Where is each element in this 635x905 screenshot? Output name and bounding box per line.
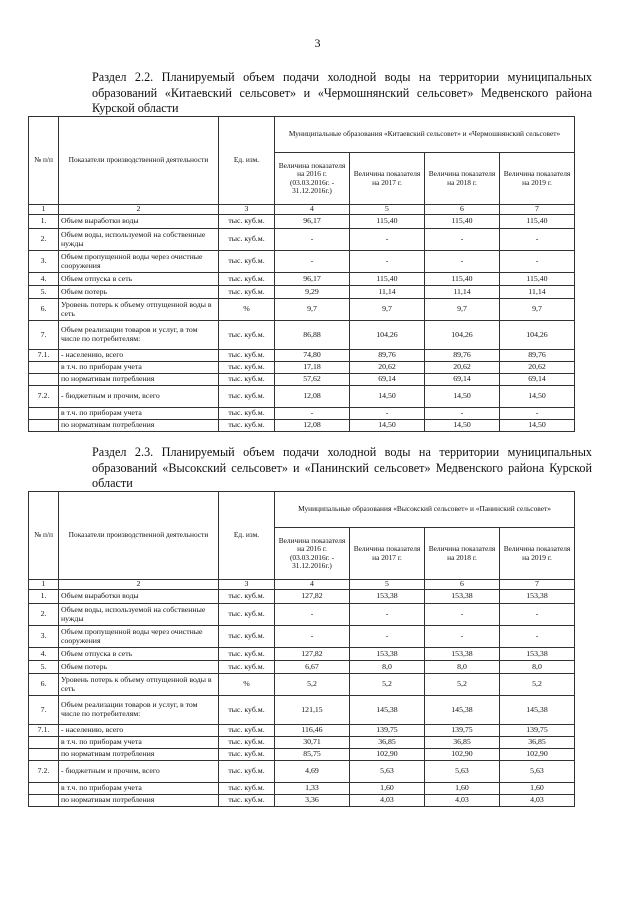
value-cell: 5,2 xyxy=(350,674,425,696)
unit-cell: тыс. куб.м. xyxy=(219,696,275,725)
value-cell: 20,62 xyxy=(500,362,575,374)
value-cell: - xyxy=(350,251,425,273)
row-number: 4. xyxy=(29,273,59,286)
column-number: 5 xyxy=(350,205,425,215)
unit-cell: тыс. куб.м. xyxy=(219,725,275,737)
header-year-2019: Величина показателя на 2019 г. xyxy=(500,528,575,580)
row-number: 7.1. xyxy=(29,350,59,362)
table-row xyxy=(29,362,575,374)
value-cell: - xyxy=(275,251,350,273)
header-year-2017: Величина показателя на 2017 г. xyxy=(350,153,425,205)
table-row xyxy=(29,251,575,273)
value-cell: 8,0 xyxy=(500,661,575,674)
unit-cell: тыс. куб.м. xyxy=(219,761,275,783)
value-cell: 153,38 xyxy=(350,590,425,604)
unit-cell: % xyxy=(219,674,275,696)
value-cell: 9,29 xyxy=(275,286,350,299)
value-cell: 96,17 xyxy=(275,215,350,229)
indicator-name: Объем воды, используемой на собственные нужды xyxy=(59,604,219,626)
row-number xyxy=(29,737,59,749)
value-cell: 30,71 xyxy=(275,737,350,749)
table-row xyxy=(29,725,575,737)
row-number: 7. xyxy=(29,696,59,725)
row-number: 7. xyxy=(29,321,59,350)
value-cell: - xyxy=(500,408,575,420)
row-number xyxy=(29,408,59,420)
value-cell: 96,17 xyxy=(275,273,350,286)
value-cell: 104,26 xyxy=(350,321,425,350)
value-cell: 139,75 xyxy=(350,725,425,737)
value-cell: - xyxy=(275,604,350,626)
value-cell: 20,62 xyxy=(425,362,500,374)
value-cell: - xyxy=(275,408,350,420)
table-row xyxy=(29,761,575,783)
value-cell: 20,62 xyxy=(350,362,425,374)
indicator-name: Объем выработки воды xyxy=(59,590,219,604)
header-municipality: Муниципальные образования «Высокский сельсовет» и «Панинский сельсовет» xyxy=(275,492,575,528)
unit-cell: тыс. куб.м. xyxy=(219,215,275,229)
unit-cell: % xyxy=(219,299,275,321)
indicator-name: по нормативам потребления xyxy=(59,795,219,807)
value-cell: 9,7 xyxy=(350,299,425,321)
indicator-name: в т.ч. по приборам учета xyxy=(59,408,219,420)
unit-cell: тыс. куб.м. xyxy=(219,737,275,749)
section-title: Раздел 2.2. Планируемый объем подачи холодной воды на территории муниципальных образований «Китаевский сельсовет» и «Чермошнянский сельсовет» Медвенского района Курской области xyxy=(92,70,592,115)
table-row xyxy=(29,674,575,696)
value-cell: 4,03 xyxy=(500,795,575,807)
value-cell: - xyxy=(500,229,575,251)
value-cell: 102,90 xyxy=(425,749,500,761)
indicator-name: по нормативам потребления xyxy=(59,374,219,386)
row-number: 6. xyxy=(29,299,59,321)
value-cell: 127,82 xyxy=(275,590,350,604)
value-cell: 14,50 xyxy=(500,420,575,432)
value-cell: 8,0 xyxy=(350,661,425,674)
value-cell: 127,82 xyxy=(275,648,350,661)
row-number: 6. xyxy=(29,674,59,696)
value-cell: 1,33 xyxy=(275,783,350,795)
indicator-name: Объем пропущенной воды через очистные сооружения xyxy=(59,626,219,648)
header-num: № п/п xyxy=(29,492,59,580)
indicator-name: по нормативам потребления xyxy=(59,420,219,432)
indicator-name: Объем выработки воды xyxy=(59,215,219,229)
unit-cell: тыс. куб.м. xyxy=(219,251,275,273)
value-cell: 153,38 xyxy=(425,648,500,661)
value-cell: 116,46 xyxy=(275,725,350,737)
value-cell: 6,67 xyxy=(275,661,350,674)
table-row xyxy=(29,374,575,386)
value-cell: 5,2 xyxy=(425,674,500,696)
row-number: 7.2. xyxy=(29,761,59,783)
row-number xyxy=(29,795,59,807)
value-cell: 69,14 xyxy=(500,374,575,386)
header-year-2018: Величина показателя на 2018 г. xyxy=(425,528,500,580)
table-row xyxy=(29,648,575,661)
row-number: 5. xyxy=(29,661,59,674)
value-cell: 36,85 xyxy=(350,737,425,749)
value-cell: 153,38 xyxy=(500,590,575,604)
table-row xyxy=(29,286,575,299)
value-cell: 12,08 xyxy=(275,420,350,432)
value-cell: 5,63 xyxy=(350,761,425,783)
value-cell: 11,14 xyxy=(425,286,500,299)
column-number: 7 xyxy=(500,205,575,215)
column-number: 3 xyxy=(219,580,275,590)
header-unit: Ед. изм. xyxy=(219,492,275,580)
value-cell: 1,60 xyxy=(500,783,575,795)
indicator-name: Объем реализации товаров и услуг, в том числе по потребителям: xyxy=(59,321,219,350)
value-cell: - xyxy=(350,626,425,648)
unit-cell: тыс. куб.м. xyxy=(219,420,275,432)
table-row xyxy=(29,215,575,229)
value-cell: 36,85 xyxy=(500,737,575,749)
indicator-name: Объем потерь xyxy=(59,661,219,674)
header-num: № п/п xyxy=(29,117,59,205)
water-supply-table xyxy=(28,491,575,807)
row-number xyxy=(29,420,59,432)
unit-cell: тыс. куб.м. xyxy=(219,795,275,807)
value-cell: 89,76 xyxy=(500,350,575,362)
page-number: 3 xyxy=(314,36,321,50)
unit-cell: тыс. куб.м. xyxy=(219,590,275,604)
unit-cell: тыс. куб.м. xyxy=(219,648,275,661)
indicator-name: в т.ч. по приборам учета xyxy=(59,362,219,374)
value-cell: 104,26 xyxy=(425,321,500,350)
header-year-2019: Величина показателя на 2019 г. xyxy=(500,153,575,205)
value-cell: - xyxy=(350,229,425,251)
table-row xyxy=(29,795,575,807)
indicator-name: Объем отпуска в сеть xyxy=(59,273,219,286)
indicator-name: - населению, всего xyxy=(59,725,219,737)
indicator-name: Объем реализации товаров и услуг, в том числе по потребителям: xyxy=(59,696,219,725)
header-unit: Ед. изм. xyxy=(219,117,275,205)
unit-cell: тыс. куб.м. xyxy=(219,661,275,674)
indicator-name: Объем воды, используемой на собственные нужды xyxy=(59,229,219,251)
table-row xyxy=(29,783,575,795)
value-cell: 17,18 xyxy=(275,362,350,374)
row-number: 1. xyxy=(29,215,59,229)
value-cell: 36,85 xyxy=(425,737,500,749)
column-number: 2 xyxy=(59,205,219,215)
value-cell: 1,60 xyxy=(425,783,500,795)
water-supply-table xyxy=(28,116,575,432)
unit-cell: тыс. куб.м. xyxy=(219,626,275,648)
table-row xyxy=(29,696,575,725)
column-number: 6 xyxy=(425,580,500,590)
unit-cell: тыс. куб.м. xyxy=(219,783,275,795)
row-number xyxy=(29,362,59,374)
header-year-2018: Величина показателя на 2018 г. xyxy=(425,153,500,205)
column-number: 1 xyxy=(29,580,59,590)
header-indicator: Показатели производственной деятельности xyxy=(59,492,219,580)
value-cell: 11,14 xyxy=(350,286,425,299)
header-year-2016: Величина показателя на 2016 г. (03.03.2016г. - 31.12.2016г.) xyxy=(275,528,350,580)
value-cell: 89,76 xyxy=(350,350,425,362)
value-cell: 102,90 xyxy=(350,749,425,761)
row-number: 7.1. xyxy=(29,725,59,737)
value-cell: 102,90 xyxy=(500,749,575,761)
row-number: 2. xyxy=(29,604,59,626)
indicator-name: Объем отпуска в сеть xyxy=(59,648,219,661)
column-number: 4 xyxy=(275,205,350,215)
indicator-name: - бюджетным и прочим, всего xyxy=(59,761,219,783)
unit-cell: тыс. куб.м. xyxy=(219,286,275,299)
value-cell: - xyxy=(350,408,425,420)
value-cell: 104,26 xyxy=(500,321,575,350)
value-cell: 139,75 xyxy=(425,725,500,737)
value-cell: 89,76 xyxy=(425,350,500,362)
column-number: 7 xyxy=(500,580,575,590)
value-cell: 14,50 xyxy=(425,420,500,432)
column-numbers-row xyxy=(29,205,575,215)
column-numbers-row xyxy=(29,580,575,590)
table-row xyxy=(29,408,575,420)
indicator-name: - населению, всего xyxy=(59,350,219,362)
unit-cell: тыс. куб.м. xyxy=(219,374,275,386)
value-cell: 145,38 xyxy=(500,696,575,725)
column-number: 5 xyxy=(350,580,425,590)
table-row xyxy=(29,299,575,321)
column-number: 1 xyxy=(29,205,59,215)
table-row xyxy=(29,661,575,674)
value-cell: - xyxy=(500,251,575,273)
value-cell: 86,88 xyxy=(275,321,350,350)
value-cell: - xyxy=(500,604,575,626)
unit-cell: тыс. куб.м. xyxy=(219,749,275,761)
unit-cell: тыс. куб.м. xyxy=(219,229,275,251)
row-number xyxy=(29,749,59,761)
value-cell: 115,40 xyxy=(425,215,500,229)
header-year-2017: Величина показателя на 2017 г. xyxy=(350,528,425,580)
table-row xyxy=(29,350,575,362)
value-cell: 14,50 xyxy=(425,386,500,408)
column-number: 4 xyxy=(275,580,350,590)
row-number xyxy=(29,783,59,795)
value-cell: 57,62 xyxy=(275,374,350,386)
row-number: 4. xyxy=(29,648,59,661)
value-cell: 115,40 xyxy=(425,273,500,286)
header-year-2016: Величина показателя на 2016 г. (03.03.2016г. - 31.12.2016г.) xyxy=(275,153,350,205)
value-cell: - xyxy=(425,251,500,273)
value-cell: 115,40 xyxy=(500,273,575,286)
value-cell: - xyxy=(275,626,350,648)
row-number: 5. xyxy=(29,286,59,299)
unit-cell: тыс. куб.м. xyxy=(219,362,275,374)
value-cell: 9,7 xyxy=(500,299,575,321)
value-cell: 8,0 xyxy=(425,661,500,674)
indicator-name: - бюджетным и прочим, всего xyxy=(59,386,219,408)
value-cell: 4,03 xyxy=(425,795,500,807)
column-number: 3 xyxy=(219,205,275,215)
value-cell: 115,40 xyxy=(350,273,425,286)
value-cell: 139,75 xyxy=(500,725,575,737)
table-row xyxy=(29,749,575,761)
value-cell: 14,50 xyxy=(350,420,425,432)
unit-cell: тыс. куб.м. xyxy=(219,604,275,626)
indicator-name: в т.ч. по приборам учета xyxy=(59,737,219,749)
value-cell: 121,15 xyxy=(275,696,350,725)
indicator-name: Уровень потерь к объему отпущенной воды в сеть xyxy=(59,299,219,321)
indicator-name: по нормативам потребления xyxy=(59,749,219,761)
table-row xyxy=(29,737,575,749)
value-cell: 153,38 xyxy=(500,648,575,661)
unit-cell: тыс. куб.м. xyxy=(219,273,275,286)
table-row xyxy=(29,386,575,408)
table-row xyxy=(29,321,575,350)
value-cell: 69,14 xyxy=(350,374,425,386)
unit-cell: тыс. куб.м. xyxy=(219,321,275,350)
value-cell: 5,2 xyxy=(275,674,350,696)
value-cell: - xyxy=(350,604,425,626)
value-cell: 3,36 xyxy=(275,795,350,807)
value-cell: 115,40 xyxy=(500,215,575,229)
row-number: 7.2. xyxy=(29,386,59,408)
value-cell: 69,14 xyxy=(425,374,500,386)
indicator-name: в т.ч. по приборам учета xyxy=(59,783,219,795)
value-cell: - xyxy=(500,626,575,648)
value-cell: 14,50 xyxy=(500,386,575,408)
value-cell: - xyxy=(425,408,500,420)
table-row xyxy=(29,590,575,604)
value-cell: 5,63 xyxy=(500,761,575,783)
row-number: 2. xyxy=(29,229,59,251)
header-indicator: Показатели производственной деятельности xyxy=(59,117,219,205)
unit-cell: тыс. куб.м. xyxy=(219,408,275,420)
value-cell: - xyxy=(275,229,350,251)
table-row xyxy=(29,273,575,286)
value-cell: 1,60 xyxy=(350,783,425,795)
indicator-name: Уровень потерь к объему отпущенной воды в сеть xyxy=(59,674,219,696)
value-cell: - xyxy=(425,626,500,648)
header-municipality: Муниципальные образования «Китаевский сельсовет» и «Чермошнянский сельсовет» xyxy=(275,117,575,153)
table-row xyxy=(29,420,575,432)
table-row xyxy=(29,604,575,626)
section-title: Раздел 2.3. Планируемый объем подачи холодной воды на территории муниципальных образований «Высокский сельсовет» и «Панинский сельсовет» Медвенского района Курской области xyxy=(92,445,592,490)
value-cell: - xyxy=(425,229,500,251)
value-cell: 85,75 xyxy=(275,749,350,761)
value-cell: 145,38 xyxy=(425,696,500,725)
row-number: 1. xyxy=(29,590,59,604)
value-cell: 115,40 xyxy=(350,215,425,229)
value-cell: 5,2 xyxy=(500,674,575,696)
column-number: 2 xyxy=(59,580,219,590)
table-row xyxy=(29,229,575,251)
unit-cell: тыс. куб.м. xyxy=(219,350,275,362)
value-cell: 4,69 xyxy=(275,761,350,783)
indicator-name: Объем пропущенной воды через очистные сооружения xyxy=(59,251,219,273)
table-row xyxy=(29,626,575,648)
column-number: 6 xyxy=(425,205,500,215)
value-cell: 5,63 xyxy=(425,761,500,783)
value-cell: 153,38 xyxy=(350,648,425,661)
row-number: 3. xyxy=(29,626,59,648)
value-cell: 74,80 xyxy=(275,350,350,362)
value-cell: 11,14 xyxy=(500,286,575,299)
indicator-name: Объем потерь xyxy=(59,286,219,299)
value-cell: 12,08 xyxy=(275,386,350,408)
value-cell: 153,38 xyxy=(425,590,500,604)
value-cell: 14,50 xyxy=(350,386,425,408)
value-cell: 4,03 xyxy=(350,795,425,807)
value-cell: 9,7 xyxy=(275,299,350,321)
value-cell: 145,38 xyxy=(350,696,425,725)
row-number xyxy=(29,374,59,386)
value-cell: - xyxy=(425,604,500,626)
value-cell: 9,7 xyxy=(425,299,500,321)
unit-cell: тыс. куб.м. xyxy=(219,386,275,408)
row-number: 3. xyxy=(29,251,59,273)
